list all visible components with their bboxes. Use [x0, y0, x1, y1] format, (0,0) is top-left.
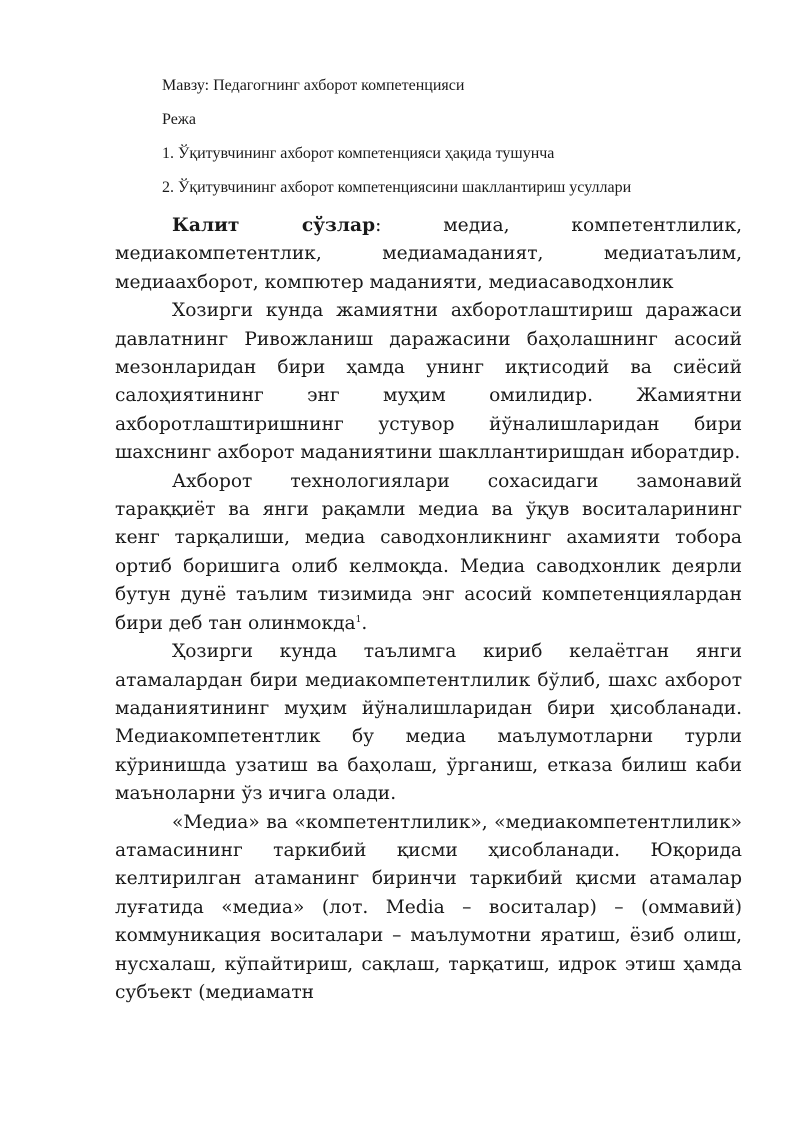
plan-item-1: 1. Ўқитувчининг ахборот компетенцияси ҳақида тушунча [162, 145, 555, 162]
body-text [115, 212, 742, 1007]
paragraph-3: Ҳозирги кунда таълимга кириб келаётган янги атамалардан бири медиакомпетентлилик бўлиб, шахс ахборот маданиятининг муҳим йўналишларидан бири ҳисобланади. Медиакомпетентлик бу медиа маълумотларни турли кўринишда узатиш ва баҳолаш, ўрганиш, етказа билиш каби маъноларни ўз ичига олади. [115, 641, 742, 805]
paragraph-2-text: Ахборот технологиялари сохасидаги замонавий тараққиёт ва янги рақамли медиа ва ўқув воситаларининг кенг тарқалиши, медиа саводхонликнинг ахамияти тобора ортиб боришига олиб келмоқда. Медиа саводхонлик деярли бутун дунё таълим тизимида энг асосий компетенциялардан бири деб тан олинмокда [115, 470, 742, 634]
paragraph-1: Хозирги кунда жамиятни ахборотлаштириш даражаси давлатнинг Ривожланиш даражасини баҳолашнинг асосий мезонларидан бири ҳамда унинг иқтисодий ва сиёсий салоҳиятининг энг муҳим омилидир. Жамиятни ахборотлаштиришнинг устувор йўналишларидан бири шахснинг ахборот маданиятини шакллантиришдан иборатдир. [115, 300, 742, 464]
keywords-label: Калит сўзлар [172, 215, 376, 236]
plan-label: Режа [162, 111, 196, 128]
topic-line: Мавзу: Педагогнинг ахборот компетенцияси [162, 77, 465, 94]
footnote-marker[interactable]: 1 [355, 614, 362, 625]
paragraph-2-end: . [361, 612, 368, 634]
keywords-list: : медиа, компетентлилик, медиакомпетентлик, медиамаданият, медиатаълим, медиаахборот, компютер маданияти, медиасаводхонлик [115, 215, 742, 293]
header-block [162, 76, 762, 198]
paragraph-4: «Медиа» ва «компетентлилик», «медиакомпетентлилик» атамасининг таркибий қисми ҳисобланади. Юқорида келтирилган атаманинг биринчи таркибий қисми атамалар луғатида «медиа» (лот. Media – воситалар) – (оммавий) коммуникация воситалари – маълумотни яратиш, ёзиб олиш, нусхалаш, кўпайтириш, сақлаш, тарқатиш, идрок этиш ҳамда субъект (медиаматн [115, 811, 742, 1003]
keywords-paragraph [115, 212, 742, 297]
paragraph-2 [115, 468, 742, 638]
plan-item-2: 2. Ўқитувчининг ахборот компетенциясини шакллантириш усуллари [162, 179, 632, 196]
